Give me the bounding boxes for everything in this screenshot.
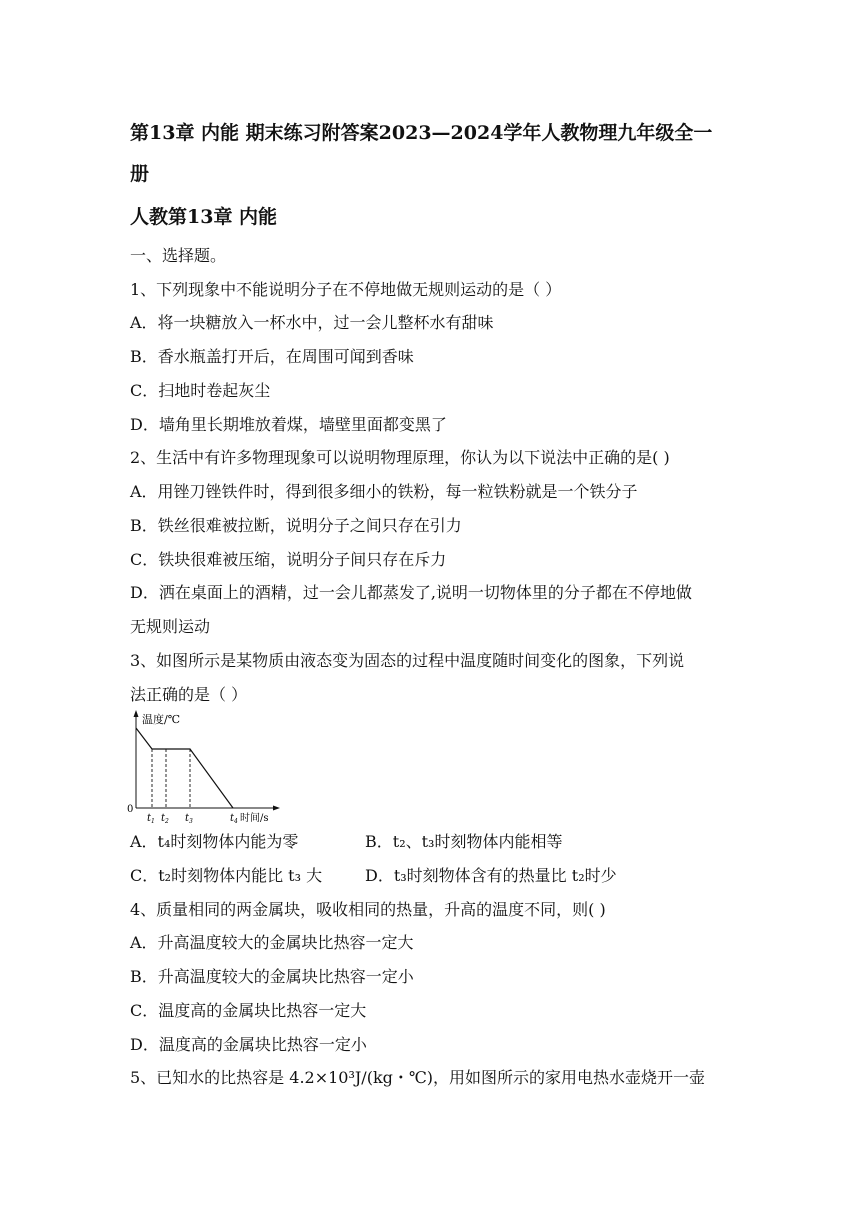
- q4-option-a: A．升高温度较大的金属块比热容一定大: [130, 933, 414, 952]
- q3-option-a: A．t₄时刻物体内能为零: [130, 832, 299, 851]
- cooling-curve: [136, 728, 233, 808]
- temperature-time-graph: [126, 708, 286, 824]
- y-axis-arrow: [134, 710, 139, 717]
- q2-option-b: B．铁丝很难被拉断，说明分子之间只存在引力: [130, 516, 462, 535]
- q4-option-d: D．温度高的金属块比热容一定小: [130, 1035, 367, 1054]
- q2-stem: 2、生活中有许多物理现象可以说明物理原理，你认为以下说法中正确的是( ): [130, 448, 670, 467]
- t2-label: $t_2$: [161, 813, 169, 824]
- doc-title-line1: 第13章 内能 期末练习附答案2023—2024学年人教物理九年级全一: [130, 122, 713, 144]
- x-axis-arrow: [273, 806, 280, 811]
- q1-option-b: B．香水瓶盖打开后，在周围可闻到香味: [130, 347, 414, 366]
- t4-label: $t_4$: [230, 813, 238, 824]
- q3-stem-line2: 法正确的是（ ）: [130, 685, 248, 704]
- q1-option-c: C．扫地时卷起灰尘: [130, 381, 271, 400]
- q3-stem-line1: 3、如图所示是某物质由液态变为固态的过程中温度随时间变化的图象，下列说: [130, 651, 685, 670]
- q1-option-a: A．将一块糖放入一杯水中，过一会儿整杯水有甜味: [130, 313, 494, 332]
- doc-title-line2: 册: [130, 163, 150, 185]
- t3-label: $t_3$: [185, 813, 193, 824]
- q3-option-d: D．t₃时刻物体含有的热量比 t₂时少: [365, 866, 617, 885]
- section-heading: 一、选择题。: [130, 246, 227, 265]
- x-axis-label: 时间/s: [240, 813, 269, 824]
- q4-option-b: B．升高温度较大的金属块比热容一定小: [130, 967, 414, 986]
- t1-label: $t_1$: [147, 813, 155, 824]
- q4-option-c: C．温度高的金属块比热容一定大: [130, 1001, 367, 1020]
- q1-stem: 1、下列现象中不能说明分子在不停地做无规则运动的是（ ）: [130, 280, 562, 299]
- origin-label: 0: [127, 804, 134, 815]
- q2-option-d-line1: D．洒在桌面上的酒精，过一会儿都蒸发了,说明一切物体里的分子都在不停地做: [130, 583, 692, 602]
- q3-option-b: B．t₂、t₃时刻物体内能相等: [365, 832, 563, 851]
- q5-stem: 5、已知水的比热容是 4.2×10³J/(kg・℃)，用如图所示的家用电热水壶烧开一壶: [130, 1068, 706, 1087]
- doc-subtitle: 人教第13章 内能: [130, 206, 278, 228]
- q2-option-a: A．用锉刀锉铁件时，得到很多细小的铁粉，每一粒铁粉就是一个铁分子: [130, 482, 638, 501]
- q2-option-c: C．铁块很难被压缩，说明分子间只存在斥力: [130, 550, 447, 569]
- q4-stem: 4、质量相同的两金属块，吸收相同的热量，升高的温度不同，则( ): [130, 900, 606, 919]
- q3-option-c: C．t₂时刻物体内能比 t₃ 大: [130, 866, 323, 885]
- q2-option-d-line2: 无规则运动: [130, 617, 211, 636]
- y-axis-label: 温度/℃: [142, 713, 181, 726]
- q1-option-d: D．墙角里长期堆放着煤，墙壁里面都变黑了: [130, 415, 447, 434]
